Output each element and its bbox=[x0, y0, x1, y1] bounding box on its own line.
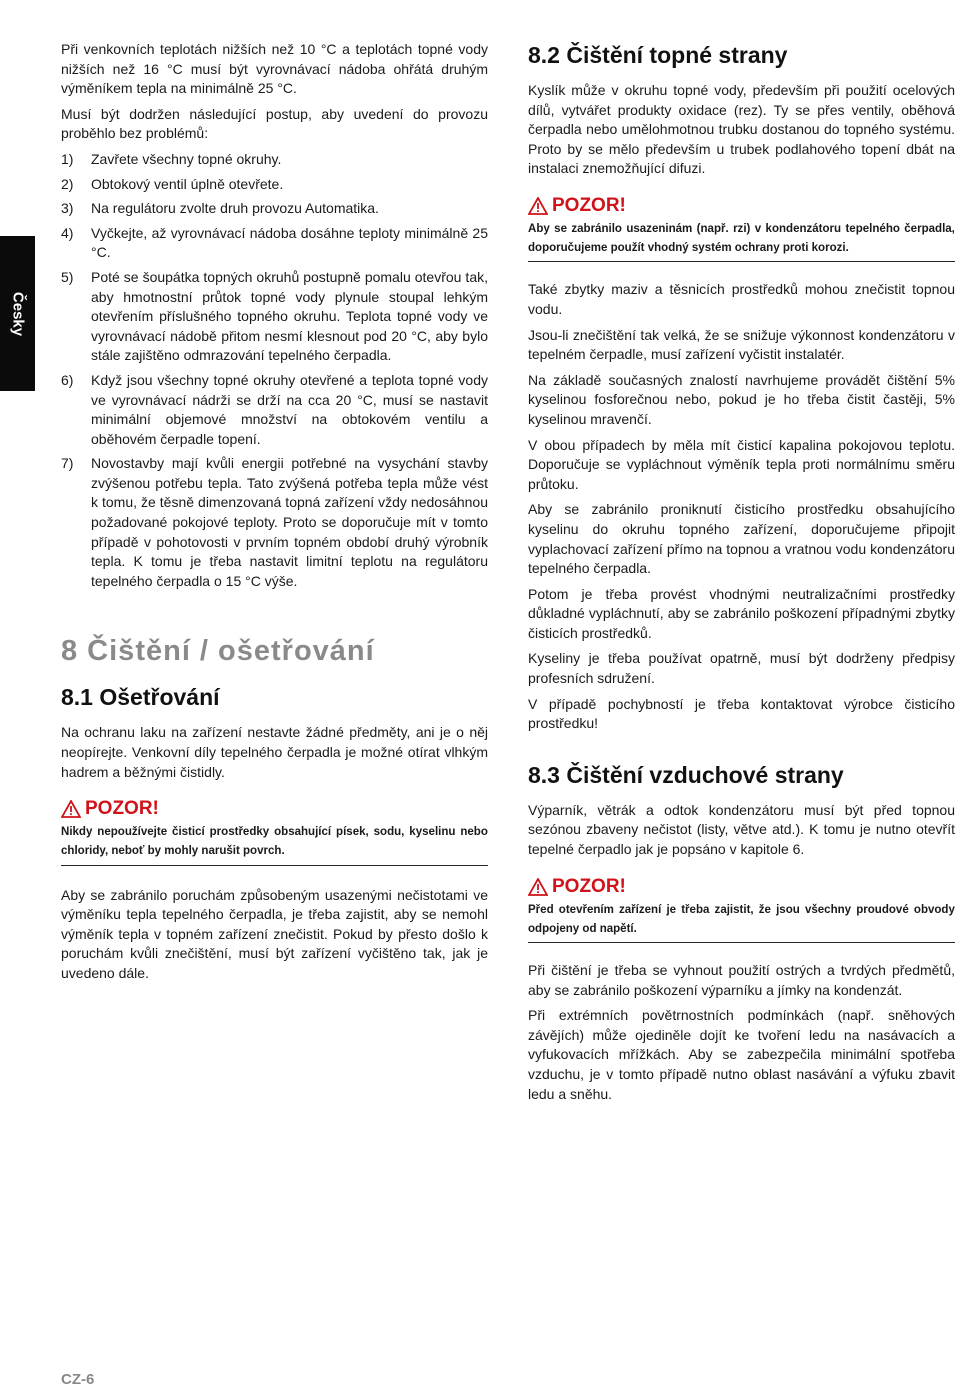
step-item bbox=[61, 454, 488, 591]
warning-title: POZOR! bbox=[552, 875, 626, 897]
section-8-3-paragraph-3: Při extrémních povětrnostních podmínkách (např. sněhových závějích) může ojediněle dojít ke tvoření ledu na nasávacích a vyfukovacích mřížkách. Aby se zabezpečila minimální spotřeba vzduchu, je v tomto případě nutno oblast nasávání a výfuku zbavit ledu a sněhu. bbox=[528, 1007, 955, 1102]
section-8-2-paragraph: Aby se zabránilo proniknutí čisticího prostředku obsahujícího kyselinu do okruhu topného zařízení, doporučujeme připojit vyplachovací zařízení přímo na topnou a vratnou vodu kondenzátoru tepelného čerpadla. bbox=[528, 501, 955, 577]
right-column bbox=[528, 42, 955, 1110]
section-8-2-paragraph: V obou případech by měla mít čisticí kapalina pokojovou teplotu. Doporučuje se vypláchnout výměník tepla proti normálnímu směru průtoku. bbox=[528, 436, 955, 492]
intro-paragraph-1: Při venkovních teplotách nižších než 10 °C a teplotách topné vody nižších než 16 °C musí být vyrovnávací nádoba ohřátá druhým výměníkem tepla na minimálně 25 °C. bbox=[61, 41, 488, 97]
warning-text: Před otevřením zařízení je třeba zajistit, že jsou všechny proudové obvody odpojeny od napětí. bbox=[528, 901, 955, 935]
warning-box-2 bbox=[528, 195, 955, 262]
warning-text: Aby se zabránilo usazeninám (např. rzi) v kondenzátoru tepelného čerpadla, doporučujeme použít vhodný systém ochrany proti korozi. bbox=[528, 220, 955, 255]
warning-triangle-icon bbox=[528, 878, 548, 896]
section-8-3-paragraph-1: Výparník, větrák a odtok kondenzátoru musí být před topnou sezónou zbaveny nečistot (listy, větve atd.). K tomu je nutno otevřít tepelné čerpadlo jak je popsáno v kapitole 6. bbox=[528, 801, 955, 858]
warning-triangle-icon bbox=[528, 197, 548, 215]
intro-paragraph-2: Musí být dodržen následující postup, aby uvedení do provozu proběhlo bez problémů: bbox=[61, 105, 488, 142]
section-8-2-paragraph-1: Kyslík může v okruhu topné vody, především při použití ocelových dílů, vytvářet produkty oxidace (rez). Ty se přes ventily, oběhová čerpadla nebo umělohmotnou trubku dostanou do topného systému. Proto by se mělo především u trubek podlahového topení dbát na instalaci znemožňující difuzi. bbox=[528, 82, 955, 177]
section-8-3-title: 8.3 Čištění vzduchové strany bbox=[528, 761, 844, 788]
chapter-title: 8 Čištění / ošetřování bbox=[61, 635, 375, 668]
section-8-1-paragraph-1: Na ochranu laku na zařízení nestavte žádné předměty, ani je o něj neopírejte. Venkovní díly tepelného čerpadla je možné otírat vlhkým hadrem a běžnými čistidly. bbox=[61, 724, 488, 780]
warning-title: POZOR! bbox=[85, 798, 159, 820]
step-item bbox=[61, 150, 488, 170]
step-text: Obtokový ventil úplně otevřete. bbox=[91, 175, 284, 192]
section-8-2-paragraph: Potom je třeba provést vhodnými neutralizačními prostředky důkladné vypláchnutí, aby se zabránilo poškození případnými zbytky čisticích prostředků. bbox=[528, 585, 955, 641]
warning-box-3 bbox=[528, 876, 955, 943]
section-8-2-paragraph: V případě pochybností je třeba kontaktovat výrobce čisticího prostředku! bbox=[528, 695, 955, 732]
section-8-2-body bbox=[528, 280, 955, 733]
step-item bbox=[61, 199, 488, 219]
section-8-2-title: 8.2 Čištění topné strany bbox=[528, 42, 788, 68]
step-number: 2) bbox=[61, 175, 74, 192]
section-8-1-title: 8.1 Ošetřování bbox=[61, 684, 220, 711]
language-side-tab bbox=[0, 236, 35, 391]
warning-title: POZOR! bbox=[552, 194, 626, 216]
warning-triangle-icon bbox=[61, 800, 81, 818]
page-number: CZ-6 bbox=[61, 1371, 95, 1388]
step-item bbox=[61, 371, 488, 449]
section-8-2-paragraph: Také zbytky maziv a těsnicích prostředků mohou znečistit topnou vodu. bbox=[528, 281, 955, 317]
step-item bbox=[61, 224, 488, 263]
warning-box-1 bbox=[61, 798, 488, 865]
step-text: Vyčkejte, až vyrovnávací nádoba dosáhne teploty minimálně 25 °C. bbox=[91, 224, 488, 261]
step-text: Když jsou všechny topné okruhy otevřené a teplota topné vody ve vyrovnávací nádrži se drží na cca 20 °C, musí se nastavit minimální objemové množství na obtokovém ventilu a oběhovém čerpadle topení. bbox=[91, 371, 488, 447]
commissioning-steps bbox=[61, 150, 488, 591]
step-text: Poté se šoupátka topných okruhů postupně pomalu otevřou tak, aby hmotnostní průtok topné vody plynule stoupal lehkým otevřením příslušného topného okruhu. Teplota topné vody ve vyrovnávací nádobě přitom nesmí klesnout pod 20 °C, aby bylo stále zajištěno odmrazování tepelného čerpadla. bbox=[91, 268, 488, 364]
step-number: 1) bbox=[61, 150, 74, 167]
language-label: Česky bbox=[9, 291, 26, 336]
section-8-3-paragraph-2: Při čištění je třeba se vyhnout použití ostrých a tvrdých předmětů, aby se zabránilo poškození výparníku a jímky na kondenzát. bbox=[528, 962, 955, 998]
step-item bbox=[61, 175, 488, 195]
step-number: 4) bbox=[61, 224, 74, 241]
step-text: Novostavby mají kvůli energii potřebné na vysychání stavby zvýšenou potřebu tepla. Tato zvýšená potřeba tepla může vést k tomu, že těsně dimenzovaná topná zařízení vždy nedosáhnou požadované pokojové teploty. Proto se doporučuje mít v tomto případě v pohotovosti v prvním topném období druhý výrobník tepla. K tomu je třeba nastavit limitní teplotu na regulátoru tepelného čerpadla o 15 °C výše. bbox=[91, 455, 488, 589]
step-number: 3) bbox=[61, 200, 74, 217]
left-column bbox=[61, 40, 488, 990]
step-text: Na regulátoru zvolte druh provozu Automatika. bbox=[91, 200, 379, 217]
step-number: 5) bbox=[61, 268, 74, 285]
section-8-1-paragraph-2: Aby se zabránilo poruchám způsobeným usazenými nečistotami ve výměníku tepla tepelného čerpadla, je třeba zajistit, aby se nemohl výměník tepla v topném zařízení znečistit. Pokud by přesto došlo k poruchám kvůli znečištění, musí být zařízení vyčištěno tak, jak je uvedeno dále. bbox=[61, 886, 488, 981]
step-number: 7) bbox=[61, 455, 74, 472]
section-8-2-paragraph: Kyseliny je třeba používat opatrně, musí být dodrženy předpisy profesních sdružení. bbox=[528, 650, 955, 687]
section-8-2-paragraph: Na základě současných znalostí navrhujeme provádět čištění 5% kyselinou fosforečnou nebo, pokud je ho třeba čistit častěji, 5% kyselinou mravenčí. bbox=[528, 371, 955, 427]
warning-text: Nikdy nepoužívejte čisticí prostředky obsahující písek, sodu, kyselinu nebo chloridy, neboť by mohly narušit povrch. bbox=[61, 824, 488, 858]
step-number: 6) bbox=[61, 371, 74, 388]
step-item bbox=[61, 268, 488, 366]
section-8-2-paragraph: Jsou-li znečištění tak velká, že se snižuje výkonnost kondenzátoru v tepelném čerpadle, musí zařízení vyčistit instalatér. bbox=[528, 326, 955, 363]
step-text: Zavřete všechny topné okruhy. bbox=[91, 150, 282, 167]
